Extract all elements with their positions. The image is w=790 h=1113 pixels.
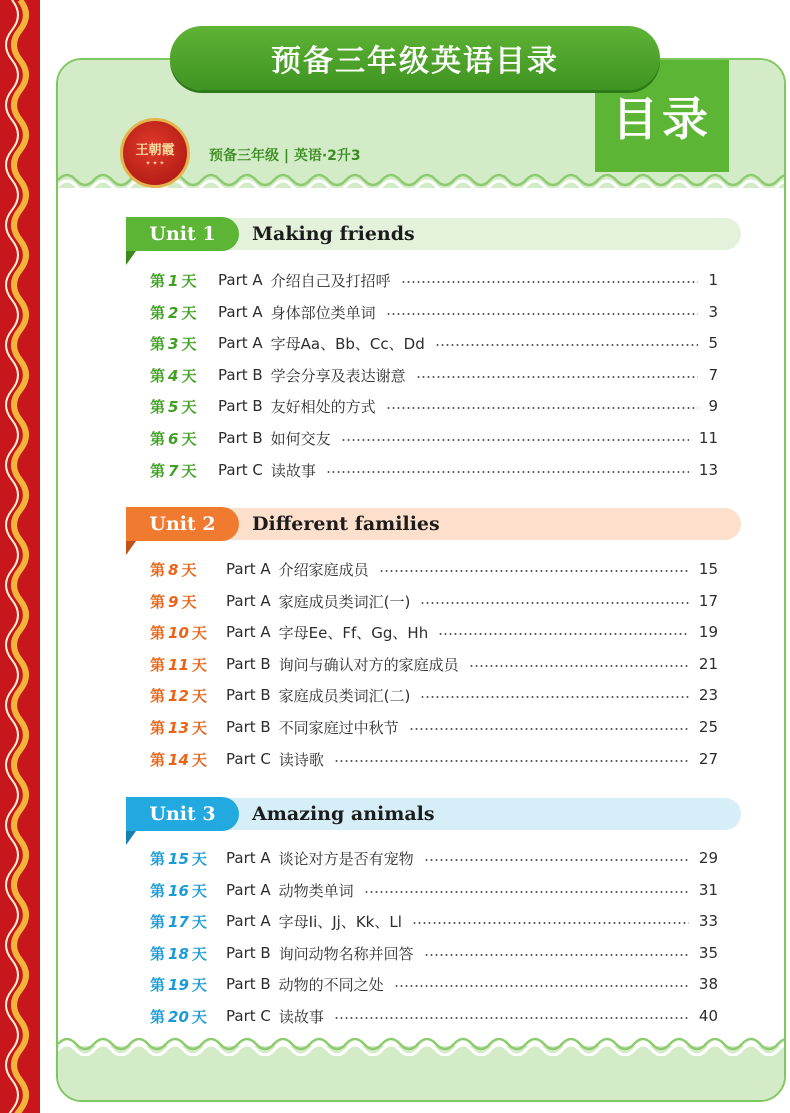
day-prefix: 第 [150,334,166,353]
dot-leader [386,313,699,315]
part-label: Part B [226,718,271,736]
entry-topic: 介绍自己及打招呼 [270,271,391,290]
day-prefix: 第 [150,560,166,579]
toc-entry[interactable] [150,652,718,676]
page-number: 13 [698,461,718,479]
toc-entry[interactable] [150,747,718,771]
unit-label: Unit 2 [126,507,239,541]
toc-entry[interactable] [150,268,718,292]
entry-topic: 谈论对方是否有宠物 [278,849,414,868]
entry-topic: 字母Ee、Ff、Gg、Hh [278,623,429,642]
day-label [150,1006,226,1027]
day-suffix: 天 [191,750,207,769]
page-number: 5 [708,334,718,352]
dot-leader [364,891,689,893]
day-suffix: 天 [181,334,197,353]
toc-entry[interactable] [150,941,718,965]
part-label: Part B [218,366,263,384]
part-label: Part A [218,303,263,321]
entry-topic: 询问动物名称并回答 [278,944,414,963]
day-suffix: 天 [181,429,197,448]
dot-leader [438,633,689,635]
page-number: 31 [698,881,718,899]
day-prefix: 第 [150,1007,166,1026]
day-label [150,333,218,354]
day-prefix: 第 [150,366,166,385]
toc-entry[interactable] [150,394,718,418]
part-label: Part A [226,849,271,867]
entry-topic: 询问与确认对方的家庭成员 [278,655,459,674]
day-number: 14 [168,750,189,769]
unit-header [126,507,741,541]
page-number: 19 [698,623,718,641]
footer-wave-border [58,1032,784,1056]
page-number: 15 [698,560,718,578]
entry-topic: 字母Aa、Bb、Cc、Dd [270,334,425,353]
unit-header [126,217,741,251]
entry-topic: 家庭成员类词汇(一) [278,592,411,611]
page-number: 33 [698,912,718,930]
part-label: Part C [218,461,263,479]
day-suffix: 天 [191,975,207,994]
entry-topic: 如何交友 [270,429,331,448]
part-label: Part A [226,592,271,610]
part-label: Part A [218,334,263,352]
page-number: 11 [698,429,718,447]
entry-topic: 读诗歌 [278,750,324,769]
day-label [150,943,226,964]
day-number: 1 [168,271,179,290]
dot-leader [379,570,689,572]
part-label: Part B [226,944,271,962]
entry-topic: 动物的不同之处 [278,975,384,994]
dot-leader [420,602,689,604]
toc-entry[interactable] [150,683,718,707]
day-suffix: 天 [191,881,207,900]
dot-leader [416,376,699,378]
day-label [150,685,226,706]
toc-entry[interactable] [150,331,718,355]
day-number: 17 [168,912,189,931]
day-prefix: 第 [150,271,166,290]
day-prefix: 第 [150,461,166,480]
logo-text: 王朝霞 [135,143,175,158]
dot-leader [401,281,699,283]
toc-entry[interactable] [150,715,718,739]
dot-leader [424,954,689,956]
part-label: Part A [226,881,271,899]
dot-leader [412,922,689,924]
day-number: 6 [168,429,179,448]
day-suffix: 天 [191,623,207,642]
toc-entry[interactable] [150,972,718,996]
toc-entry[interactable] [150,846,718,870]
toc-entry[interactable] [150,426,718,450]
day-label [150,911,226,932]
page-number: 29 [698,849,718,867]
page-number: 40 [698,1007,718,1025]
page-number: 17 [698,592,718,610]
part-label: Part A [226,623,271,641]
day-prefix: 第 [150,623,166,642]
day-suffix: 天 [181,592,197,611]
dot-leader [326,471,689,473]
page-number: 23 [698,686,718,704]
day-number: 2 [168,303,179,322]
toc-entry[interactable] [150,557,718,581]
entry-topic: 字母Ii、Jj、Kk、Ll [278,912,402,931]
day-suffix: 天 [181,560,197,579]
day-label [150,428,218,449]
entry-topic: 身体部位类单词 [270,303,376,322]
day-suffix: 天 [191,912,207,931]
day-label [150,749,226,770]
page-number: 25 [698,718,718,736]
page-number: 7 [708,366,718,384]
dot-leader [386,407,699,409]
day-prefix: 第 [150,718,166,737]
page-number: 38 [698,975,718,993]
dot-leader [420,696,689,698]
toc-entry[interactable] [150,909,718,933]
unit-title: Making friends [252,223,415,245]
day-prefix: 第 [150,429,166,448]
part-label: Part A [218,271,263,289]
day-label [150,302,218,323]
day-suffix: 天 [191,718,207,737]
dot-leader [435,344,699,346]
dot-leader [469,665,689,667]
day-label [150,559,226,580]
toc-entry[interactable] [150,458,718,482]
dot-leader [334,760,689,762]
toc-entry[interactable] [150,589,718,613]
day-label [150,396,218,417]
day-prefix: 第 [150,397,166,416]
part-label: Part C [226,750,271,768]
entry-topic: 不同家庭过中秋节 [278,718,399,737]
entry-topic: 动物类单词 [278,881,354,900]
day-number: 11 [168,655,189,674]
day-label [150,848,226,869]
day-label [150,622,226,643]
toc-entry[interactable] [150,300,718,324]
day-label [150,591,226,612]
day-prefix: 第 [150,686,166,705]
part-label: Part A [226,560,271,578]
page-title: 预备三年级英语目录 [170,26,660,90]
day-label [150,270,218,291]
day-number: 16 [168,881,189,900]
page-number: 27 [698,750,718,768]
page-number: 1 [708,271,718,289]
day-number: 20 [168,1007,189,1026]
day-prefix: 第 [150,912,166,931]
day-label [150,654,226,675]
day-number: 12 [168,686,189,705]
entry-topic: 读故事 [270,461,316,480]
page-number: 3 [708,303,718,321]
day-prefix: 第 [150,655,166,674]
day-prefix: 第 [150,750,166,769]
day-number: 4 [168,366,179,385]
day-prefix: 第 [150,303,166,322]
brand-logo [120,118,190,188]
day-suffix: 天 [191,686,207,705]
toc-entry[interactable] [150,1004,718,1028]
entry-topic: 读故事 [278,1007,324,1026]
day-suffix: 天 [181,303,197,322]
part-label: Part C [226,1007,271,1025]
part-label: Part B [218,429,263,447]
unit-header [126,797,741,831]
day-label [150,974,226,995]
day-label [150,717,226,738]
day-number: 3 [168,334,179,353]
day-label [150,365,218,386]
day-number: 18 [168,944,189,963]
day-suffix: 天 [191,944,207,963]
dot-leader [334,1017,689,1019]
day-prefix: 第 [150,975,166,994]
day-prefix: 第 [150,944,166,963]
entry-topic: 家庭成员类词汇(二) [278,686,411,705]
part-label: Part B [226,655,271,673]
dot-leader [394,985,689,987]
day-suffix: 天 [181,366,197,385]
unit-label: Unit 3 [126,797,239,831]
unit-label: Unit 1 [126,217,239,251]
part-label: Part A [226,912,271,930]
day-label [150,460,218,481]
toc-badge: 目录 [595,60,729,172]
day-number: 7 [168,461,179,480]
day-number: 10 [168,623,189,642]
day-suffix: 天 [181,397,197,416]
page-number: 21 [698,655,718,673]
day-label [150,880,226,901]
dot-leader [424,859,689,861]
page-number: 9 [708,397,718,415]
decorative-side-strip [0,0,40,1113]
entry-topic: 介绍家庭成员 [278,560,369,579]
day-suffix: 天 [191,1007,207,1026]
toc-entry[interactable] [150,878,718,902]
day-number: 8 [168,560,179,579]
day-suffix: 天 [181,271,197,290]
part-label: Part B [226,686,271,704]
page-number: 35 [698,944,718,962]
unit-title: Different families [252,513,440,535]
day-prefix: 第 [150,592,166,611]
day-prefix: 第 [150,849,166,868]
day-number: 13 [168,718,189,737]
day-number: 19 [168,975,189,994]
dot-leader [341,439,689,441]
book-info: 预备三年级 | 英语·2升3 [209,148,361,164]
dot-leader [409,728,689,730]
day-suffix: 天 [181,461,197,480]
toc-entry[interactable] [150,363,718,387]
entry-topic: 学会分享及表达谢意 [270,366,406,385]
unit-title: Amazing animals [252,803,435,825]
day-number: 9 [168,592,179,611]
toc-entry[interactable] [150,620,718,644]
day-suffix: 天 [191,849,207,868]
day-number: 5 [168,397,179,416]
day-suffix: 天 [191,655,207,674]
part-label: Part B [226,975,271,993]
entry-topic: 友好相处的方式 [270,397,376,416]
part-label: Part B [218,397,263,415]
day-prefix: 第 [150,881,166,900]
day-number: 15 [168,849,189,868]
logo-ornament: ✦ ✦ ✦ [145,160,165,167]
